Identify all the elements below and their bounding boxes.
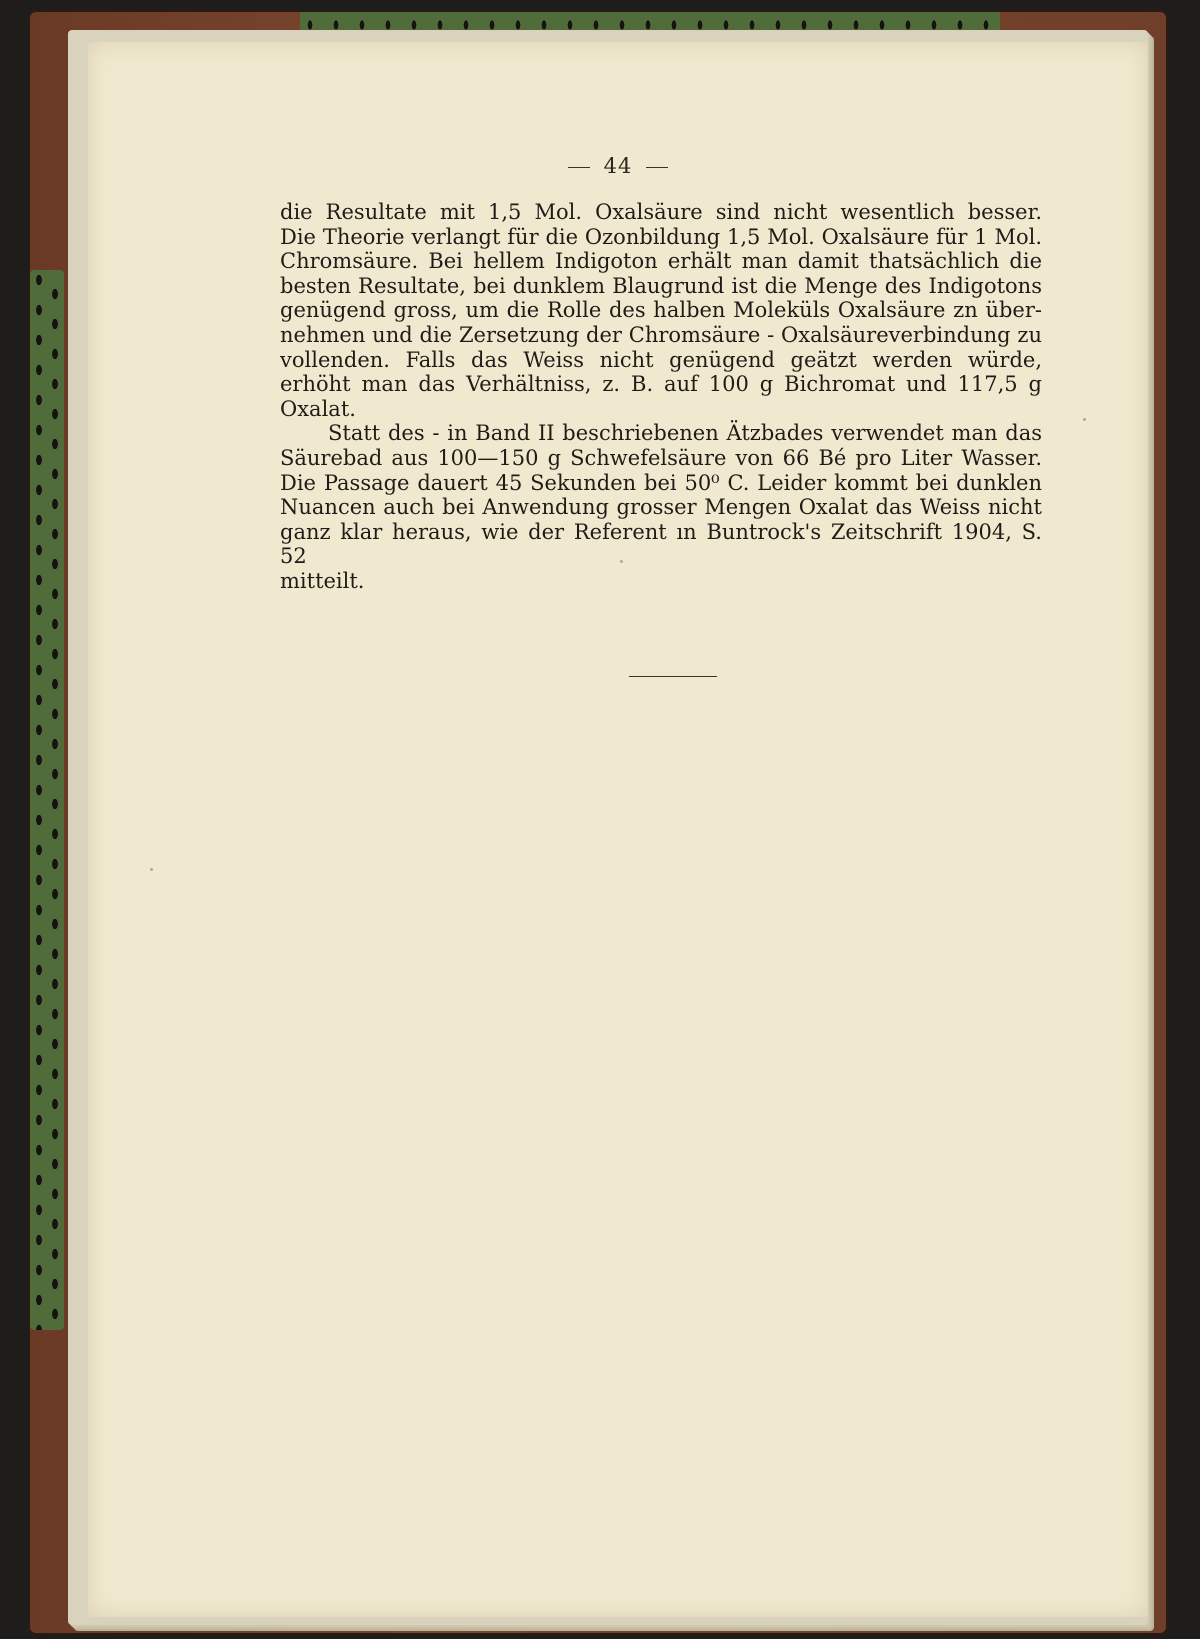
page-number: 44 <box>603 154 633 178</box>
text-line: genügend gross, um die Rolle des halben Moleküls Oxalsäure zn über- <box>280 298 1042 323</box>
text-line: die Resultate mit 1,5 Mol. Oxalsäure sind nicht wesentlich besser. <box>280 200 1042 224</box>
text-line: ganz klar heraus, wie der Referent ın Buntrock's Zeitschrift 1904, S. 52 <box>280 519 1042 569</box>
header-dash-right <box>646 167 668 168</box>
section-separator <box>629 676 717 677</box>
text-line: Die Theorie verlangt für die Ozonbildung 1,5 Mol. Oxalsäure für 1 Mol. <box>280 224 1042 249</box>
text-line: erhöht man das Verhältniss, z. B. auf 100 g Bichromat und 117,5 g <box>280 372 1042 397</box>
text-line: vollenden. Falls das Weiss nicht genügend geätzt werden würde, <box>280 347 1042 372</box>
text-line: Oxalat. <box>280 396 356 421</box>
paper-speck <box>620 560 623 563</box>
page-number-header <box>88 154 1148 178</box>
paper-speck <box>1083 418 1086 421</box>
text-line: Chromsäure. Bei hellem Indigoton erhält man damit thatsächlich die <box>280 249 1042 274</box>
text-line: Die Passage dauert 45 Sekunden bei 50⁰ C. Leider kommt bei dunklen <box>280 470 1042 495</box>
paper-speck <box>150 868 153 871</box>
text-line: nehmen und die Zersetzung der Chromsäure - Oxalsäureverbindung zu <box>280 322 1042 347</box>
book-page <box>88 42 1148 1617</box>
cover-pattern-left <box>30 270 64 1330</box>
text-line: Statt des - in Band II beschriebenen Ätzbades verwendet man das <box>328 421 1042 446</box>
text-line: Nuancen auch bei Anwendung grosser Mengen Oxalat das Weiss nicht <box>280 495 1042 520</box>
header-dash-left <box>568 167 590 168</box>
text-line: mitteilt. <box>280 568 365 593</box>
body-text <box>280 200 1042 594</box>
text-line: besten Resultate, bei dunklem Blaugrund ist die Menge des Indigotons <box>280 273 1042 298</box>
text-line: Säurebad aus 100—150 g Schwefelsäure von 66 Bé pro Liter Wasser. <box>280 445 1042 470</box>
